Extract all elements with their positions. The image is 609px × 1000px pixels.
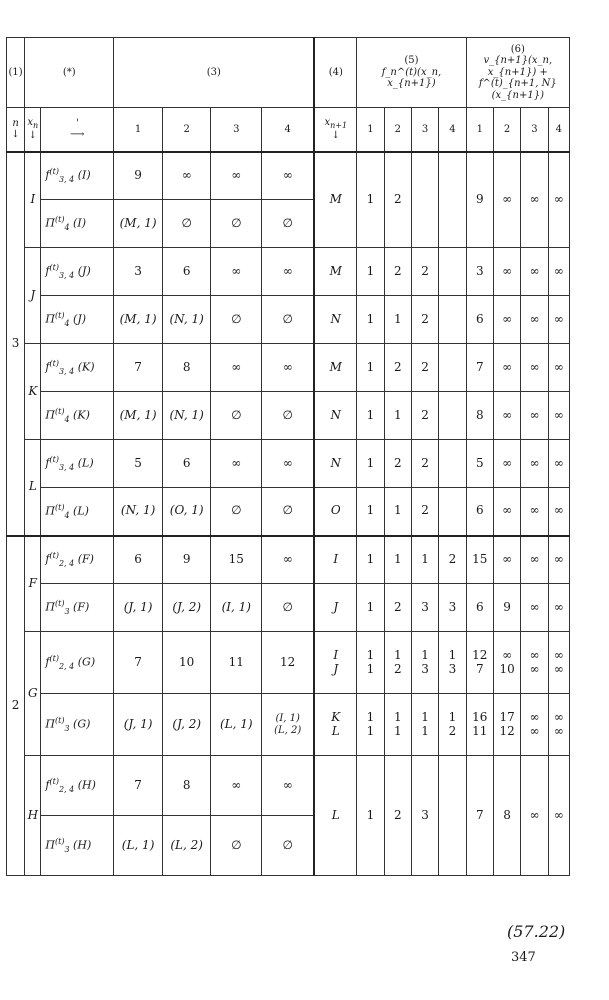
- f-function-cell: $f^{(t)}_{2, 4}$ (G): [41, 632, 114, 694]
- f-value: 10: [162, 632, 211, 694]
- block-x-label: I: [25, 152, 41, 248]
- d-value: [439, 344, 466, 392]
- e-value: ∞: [521, 440, 548, 488]
- e-value: 6: [466, 488, 493, 536]
- e-value: ∞ ∞: [548, 632, 569, 694]
- e-value: 5: [466, 440, 493, 488]
- subheader-arrow: ' ⟶: [41, 108, 114, 152]
- f-value: 11: [211, 632, 262, 694]
- pi-value: (J, 2): [162, 584, 211, 632]
- e-value: ∞: [493, 344, 520, 392]
- e-value: ∞: [521, 488, 548, 536]
- e-value: ∞: [493, 152, 520, 248]
- d-value: 1 3: [439, 632, 466, 694]
- header-col1: (1): [7, 38, 25, 108]
- f-value: ∞: [162, 152, 211, 200]
- d-value: 2: [384, 440, 411, 488]
- d-value: 2: [384, 152, 411, 248]
- pi-value: ∅: [211, 392, 262, 440]
- pi-function-cell: $\Pi^{(t)}_3$ (F): [41, 584, 114, 632]
- subheader-c2: 2: [162, 108, 211, 152]
- f-value: 8: [162, 756, 211, 816]
- d-value: 1: [357, 392, 384, 440]
- f-value: ∞: [262, 152, 315, 200]
- f-value: ∞: [262, 536, 315, 584]
- block-x-label: J: [25, 248, 41, 344]
- d-value: 1 1: [357, 632, 384, 694]
- f-value: ∞: [211, 440, 262, 488]
- d-value: 2: [384, 584, 411, 632]
- xnext-value: N: [314, 440, 357, 488]
- e-value: ∞: [521, 756, 548, 876]
- pi-value: ∅: [211, 296, 262, 344]
- f-function-cell: $f^{(t)}_{3, 4}$ (L): [41, 440, 114, 488]
- e-value: 6: [466, 296, 493, 344]
- f-value: 3: [114, 248, 163, 296]
- f-value: ∞: [262, 756, 315, 816]
- e-value: 7: [466, 344, 493, 392]
- f-value: 7: [114, 632, 163, 694]
- d-value: 1: [384, 536, 411, 584]
- e-value: ∞: [548, 392, 569, 440]
- pi-value: (L, 2): [162, 816, 211, 876]
- e-value: 9: [466, 152, 493, 248]
- subheader-c1: 1: [114, 108, 163, 152]
- header-col2: (*): [25, 38, 114, 108]
- pi-function-cell: $\Pi^{(t)}_4$ (K): [41, 392, 114, 440]
- pi-function-cell: $\Pi^{(t)}_3$ (G): [41, 694, 114, 756]
- e-value: ∞: [548, 440, 569, 488]
- pi-function-cell: $\Pi^{(t)}_4$ (L): [41, 488, 114, 536]
- block-x-label: L: [25, 440, 41, 536]
- d-value: 1: [357, 488, 384, 536]
- subheader-e2: 2: [493, 108, 520, 152]
- d-value: 1: [384, 392, 411, 440]
- subheader-e1: 1: [466, 108, 493, 152]
- d-value: [439, 152, 466, 248]
- pi-function-cell: $\Pi^{(t)}_4$ (I): [41, 200, 114, 248]
- d-value: 1: [357, 584, 384, 632]
- e-value: 16 11: [466, 694, 493, 756]
- d-value: 2: [384, 248, 411, 296]
- subheader-d2: 2: [384, 108, 411, 152]
- f-function-cell: $f^{(t)}_{3, 4}$ (K): [41, 344, 114, 392]
- xnext-value: I J: [314, 632, 357, 694]
- pi-value: (L, 1): [114, 816, 163, 876]
- pi-value: (N, 1): [162, 392, 211, 440]
- e-value: 3: [466, 248, 493, 296]
- d-value: [439, 756, 466, 876]
- header-col3: (3): [114, 38, 314, 108]
- e-value: 12 7: [466, 632, 493, 694]
- d-value: [439, 296, 466, 344]
- d-value: 1 1: [384, 694, 411, 756]
- equation-number: (57.22): [507, 922, 566, 941]
- e-value: ∞: [521, 536, 548, 584]
- d-value: 1: [357, 248, 384, 296]
- e-value: ∞: [521, 392, 548, 440]
- e-value: ∞: [521, 344, 548, 392]
- d-value: [439, 248, 466, 296]
- e-value: ∞: [548, 152, 569, 248]
- group-n-label: 2: [7, 536, 25, 876]
- pi-function-cell: $\Pi^{(t)}_3$ (H): [41, 816, 114, 876]
- e-value: 17 12: [493, 694, 520, 756]
- pi-value: ∅: [211, 816, 262, 876]
- xnext-value: J: [314, 584, 357, 632]
- d-value: 3: [411, 756, 438, 876]
- pi-value: (N, 1): [162, 296, 211, 344]
- pi-function-cell: $\Pi^{(t)}_4$ (J): [41, 296, 114, 344]
- subheader-e3: 3: [521, 108, 548, 152]
- dynamic-programming-table: [6, 37, 570, 876]
- f-value: 7: [114, 344, 163, 392]
- f-function-cell: $f^{(t)}_{3, 4}$ (I): [41, 152, 114, 200]
- e-value: 8: [493, 756, 520, 876]
- f-value: ∞: [211, 344, 262, 392]
- subheader-c4: 4: [262, 108, 315, 152]
- e-value: ∞: [521, 248, 548, 296]
- xnext-value: M: [314, 344, 357, 392]
- e-value: ∞ 10: [493, 632, 520, 694]
- d-value: 1: [357, 296, 384, 344]
- e-value: ∞: [548, 296, 569, 344]
- header-col4: (4): [314, 38, 357, 108]
- d-value: 1 2: [439, 694, 466, 756]
- pi-value: (J, 2): [162, 694, 211, 756]
- block-x-label: H: [25, 756, 41, 876]
- e-value: ∞ ∞: [521, 632, 548, 694]
- d-value: 3: [439, 584, 466, 632]
- pi-value: ∅: [262, 296, 315, 344]
- d-value: 2: [411, 488, 438, 536]
- subheader-n: n ↓: [7, 108, 25, 152]
- f-value: ∞: [211, 248, 262, 296]
- e-value: 7: [466, 756, 493, 876]
- xnext-value: N: [314, 392, 357, 440]
- d-value: 3: [411, 584, 438, 632]
- e-value: ∞: [493, 440, 520, 488]
- e-value: ∞: [548, 536, 569, 584]
- f-value: 12: [262, 632, 315, 694]
- e-value: ∞: [493, 248, 520, 296]
- e-value: ∞ ∞: [548, 694, 569, 756]
- f-value: ∞: [262, 248, 315, 296]
- d-value: 2: [439, 536, 466, 584]
- pi-value: (I, 1): [211, 584, 262, 632]
- pi-value: (O, 1): [162, 488, 211, 536]
- d-value: 1: [357, 756, 384, 876]
- xnext-value: I: [314, 536, 357, 584]
- pi-value: (J, 1): [114, 584, 163, 632]
- block-x-label: F: [25, 536, 41, 632]
- header-col6: (6) v_{n+1}(x_n, x_{n+1}) + f^(t)_{n+1, N} (x_{n+1}): [466, 38, 569, 108]
- d-value: 1: [384, 296, 411, 344]
- subheader-xnext: $x_{n+1}$ ↓: [314, 108, 357, 152]
- e-value: ∞: [493, 296, 520, 344]
- f-value: 7: [114, 756, 163, 816]
- pi-value: (M, 1): [114, 200, 163, 248]
- f-function-cell: $f^{(t)}_{3, 4}$ (J): [41, 248, 114, 296]
- pi-value: (L, 1): [211, 694, 262, 756]
- f-value: 5: [114, 440, 163, 488]
- pi-value: (N, 1): [114, 488, 163, 536]
- d-value: 1: [357, 536, 384, 584]
- d-value: 2: [384, 344, 411, 392]
- e-value: 6: [466, 584, 493, 632]
- f-function-cell: $f^{(t)}_{2, 4}$ (F): [41, 536, 114, 584]
- d-value: 1: [357, 152, 384, 248]
- e-value: ∞: [548, 248, 569, 296]
- d-value: 2: [411, 344, 438, 392]
- pi-value: (M, 1): [114, 296, 163, 344]
- d-value: 1 1: [357, 694, 384, 756]
- xnext-value: O: [314, 488, 357, 536]
- pi-value: ∅: [262, 392, 315, 440]
- e-value: ∞ ∞: [521, 694, 548, 756]
- d-value: 1: [411, 536, 438, 584]
- f-value: 8: [162, 344, 211, 392]
- d-value: 1: [384, 488, 411, 536]
- pi-value: (I, 1) (L, 2): [262, 694, 315, 756]
- e-value: 15: [466, 536, 493, 584]
- page-number: 347: [511, 950, 536, 965]
- f-value: ∞: [262, 344, 315, 392]
- e-value: ∞: [548, 344, 569, 392]
- d-value: 1 2: [384, 632, 411, 694]
- d-value: 1 3: [411, 632, 438, 694]
- e-value: ∞: [521, 296, 548, 344]
- f-value: 6: [162, 440, 211, 488]
- subheader-c3: 3: [211, 108, 262, 152]
- d-value: [439, 440, 466, 488]
- d-value: 2: [411, 248, 438, 296]
- f-value: 6: [162, 248, 211, 296]
- pi-value: ∅: [162, 200, 211, 248]
- pi-value: ∅: [211, 488, 262, 536]
- pi-value: ∅: [262, 488, 315, 536]
- pi-value: ∅: [262, 200, 315, 248]
- subheader-d1: 1: [357, 108, 384, 152]
- f-function-cell: $f^{(t)}_{2, 4}$ (H): [41, 756, 114, 816]
- f-value: 15: [211, 536, 262, 584]
- e-value: ∞: [521, 584, 548, 632]
- pi-value: (M, 1): [114, 392, 163, 440]
- e-value: ∞: [548, 756, 569, 876]
- d-value: 1: [357, 440, 384, 488]
- d-value: [439, 488, 466, 536]
- f-value: ∞: [262, 440, 315, 488]
- f-value: 6: [114, 536, 163, 584]
- d-value: 1: [357, 344, 384, 392]
- d-value: [411, 152, 438, 248]
- e-value: ∞: [548, 488, 569, 536]
- e-value: 9: [493, 584, 520, 632]
- f-value: 9: [162, 536, 211, 584]
- d-value: [439, 392, 466, 440]
- e-value: ∞: [521, 152, 548, 248]
- xnext-value: K L: [314, 694, 357, 756]
- subheader-d4: 4: [439, 108, 466, 152]
- d-value: 2: [411, 440, 438, 488]
- f-value: ∞: [211, 152, 262, 200]
- subheader-e4: 4: [548, 108, 569, 152]
- block-x-label: G: [25, 632, 41, 756]
- d-value: 2: [411, 392, 438, 440]
- e-value: ∞: [493, 392, 520, 440]
- f-value: 9: [114, 152, 163, 200]
- block-x-label: K: [25, 344, 41, 440]
- e-value: ∞: [548, 584, 569, 632]
- xnext-value: L: [314, 756, 357, 876]
- xnext-value: M: [314, 152, 357, 248]
- d-value: 1 1: [411, 694, 438, 756]
- f-value: ∞: [211, 756, 262, 816]
- e-value: 8: [466, 392, 493, 440]
- pi-value: ∅: [262, 584, 315, 632]
- pi-value: (J, 1): [114, 694, 163, 756]
- group-n-label: 3: [7, 152, 25, 536]
- header-col5: (5) f_n^(t)(x_n, x_{n+1}): [357, 38, 466, 108]
- pi-value: ∅: [262, 816, 315, 876]
- pi-value: ∅: [211, 200, 262, 248]
- e-value: ∞: [493, 488, 520, 536]
- xnext-value: N: [314, 296, 357, 344]
- d-value: 2: [384, 756, 411, 876]
- xnext-value: M: [314, 248, 357, 296]
- d-value: 2: [411, 296, 438, 344]
- subheader-d3: 3: [411, 108, 438, 152]
- e-value: ∞: [493, 536, 520, 584]
- subheader-xn: $x_n$ ↓: [25, 108, 41, 152]
